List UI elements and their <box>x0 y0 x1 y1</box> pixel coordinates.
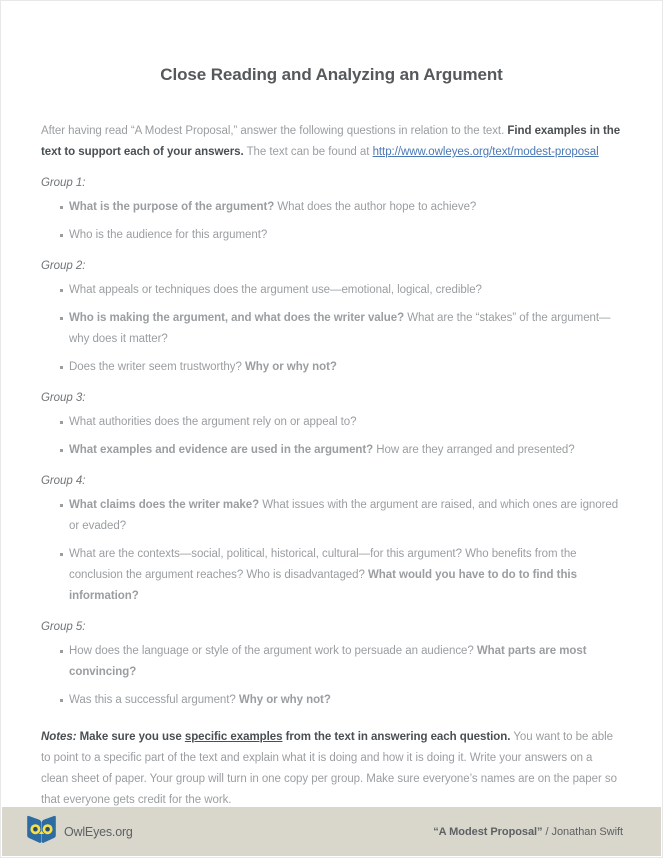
question-text: How does the language or style of the argument work to persuade an audience? <box>69 645 477 657</box>
question-bold-tail: What would you have to do to find this information? <box>69 569 577 602</box>
owl-book-logo-icon <box>26 815 57 849</box>
footer-credit-author: Jonathan Swift <box>551 825 623 838</box>
list-item <box>41 308 622 350</box>
list-item <box>41 280 622 301</box>
group-label-1: Group 1: <box>41 177 86 189</box>
question-text: What are the “stakes” of the argument—why does it matter? <box>69 312 611 345</box>
list-item <box>41 225 622 246</box>
modest-proposal-link[interactable]: http://www.owleyes.org/text/modest-proposal <box>372 146 599 158</box>
list-item <box>41 412 622 433</box>
intro-text-part2: The text can be found at <box>243 146 373 158</box>
bullet-icon <box>60 699 63 702</box>
notes-text: You want to be able to point to a specific part of the text and explain what it is doing and how it is doing it. Write your answers on a clean sheet of paper. Your group will turn in one copy per group. Make sure everyone’s names are on the paper so that everyone gets credit for the work. <box>41 731 617 806</box>
group-label-5: Group 5: <box>41 621 86 633</box>
question-list-group-2 <box>41 280 622 378</box>
notes-bold-b: from the text in answering each question. <box>282 731 511 743</box>
list-item <box>41 357 622 378</box>
bullet-icon <box>60 449 63 452</box>
question-bold-tail: Why or why not? <box>238 694 331 706</box>
notes-paragraph <box>41 711 622 811</box>
document-content <box>1 1 662 811</box>
list-item <box>41 197 622 218</box>
list-item <box>41 440 622 461</box>
bullet-icon <box>60 317 63 320</box>
question-list-group-1 <box>41 197 622 246</box>
question-text: Was this a successful argument? <box>69 694 239 706</box>
question-text: What appeals or techniques does the argument use—emotional, logical, credible? <box>69 284 482 296</box>
list-item <box>41 544 622 607</box>
question-text: What are the contexts—social, political, historical, cultural—for this argument? Who benefits from the conclusion the argument reaches? Who is disadvantaged? <box>69 548 577 581</box>
notes-underlined-phrase: specific examples <box>184 731 283 743</box>
question-bold-tail: What parts are most convincing? <box>69 645 587 678</box>
page-footer <box>2 807 661 856</box>
question-text: What authorities does the argument rely on or appeal to? <box>69 416 357 428</box>
bullet-icon <box>60 504 63 507</box>
brand-name-label: OwlEyes.org <box>64 824 133 839</box>
question-list-group-5 <box>41 641 622 711</box>
question-text: What does the author hope to achieve? <box>274 201 477 213</box>
question-list-group-4 <box>41 495 622 607</box>
question-bold-tail: Why or why not? <box>244 361 337 373</box>
intro-text-part1: After having read “A Modest Proposal,” answer the following questions in relation to the text. <box>41 125 508 137</box>
list-item <box>41 641 622 683</box>
question-bold-lead: What claims does the writer make? <box>69 499 260 511</box>
question-text: How are they arranged and presented? <box>373 444 575 456</box>
question-bold-lead: Who is making the argument, and what does the writer value? <box>69 312 405 324</box>
group-label-2: Group 2: <box>41 260 86 272</box>
footer-credit <box>433 826 637 838</box>
groups-container <box>41 163 622 711</box>
footer-credit-title: “A Modest Proposal” <box>433 825 543 838</box>
bullet-icon <box>60 421 63 424</box>
notes-label: Notes: <box>41 731 77 743</box>
bullet-icon <box>60 366 63 369</box>
page-title: Close Reading and Analyzing an Argument <box>160 65 503 84</box>
question-bold-lead: What is the purpose of the argument? <box>69 201 275 213</box>
group-label-3: Group 3: <box>41 392 86 404</box>
list-item <box>41 495 622 537</box>
question-text: Who is the audience for this argument? <box>69 229 268 241</box>
bullet-icon <box>60 234 63 237</box>
bullet-icon <box>60 289 63 292</box>
footer-brand[interactable] <box>26 815 133 849</box>
intro-paragraph <box>41 85 622 163</box>
notes-bold-a: Make sure you use <box>76 731 185 743</box>
question-text: What issues with the argument are raised, and which ones are ignored or evaded? <box>69 499 619 532</box>
question-bold-lead: What examples and evidence are used in the argument? <box>69 444 374 456</box>
list-item <box>41 690 622 711</box>
bullet-icon <box>60 206 63 209</box>
group-label-4: Group 4: <box>41 475 86 487</box>
intro-bold-instruction: Find examples in the text to support each of your answers. <box>41 125 621 158</box>
question-list-group-3 <box>41 412 622 461</box>
bullet-icon <box>60 553 63 556</box>
footer-credit-separator: / <box>542 825 552 838</box>
bullet-icon <box>60 650 63 653</box>
question-text: Does the writer seem trustworthy? <box>69 361 245 373</box>
